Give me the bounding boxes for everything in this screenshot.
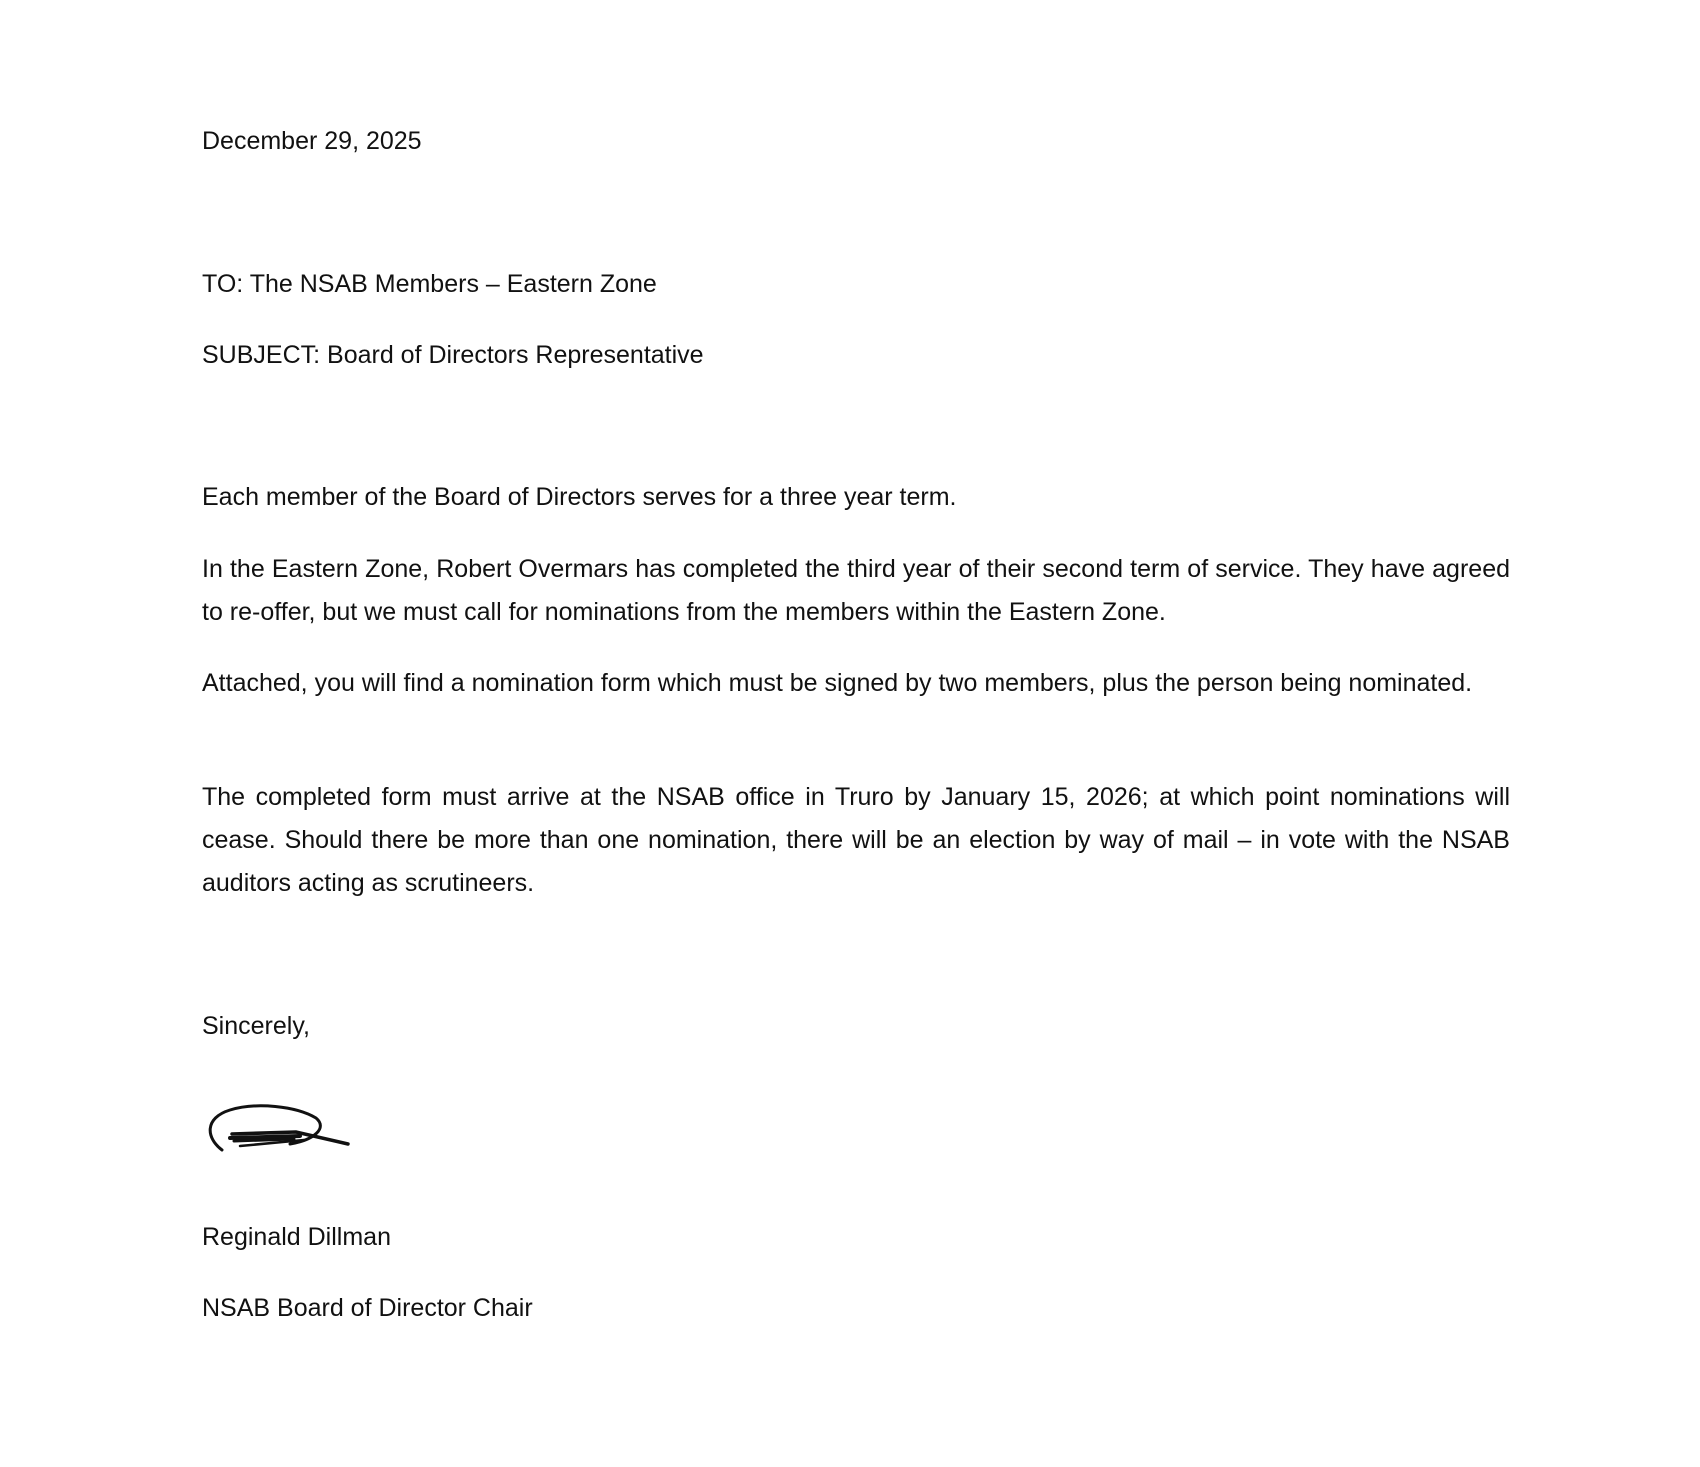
body-paragraph: In the Eastern Zone, Robert Overmars has completed the third year of their second term of service. They have agreed to re-offer, but we must call for nominations from the members within the Eastern Zone.	[202, 555, 1510, 626]
body-paragraph: Attached, you will find a nomination form which must be signed by two members, plus the person being nominated.	[202, 669, 1473, 697]
closing-line: Sincerely,	[202, 1012, 310, 1040]
recipient-line: TO: The NSAB Members – Eastern Zone	[202, 270, 657, 298]
body-paragraph: Each member of the Board of Directors serves for a three year term.	[202, 483, 957, 511]
signer-title: NSAB Board of Director Chair	[202, 1294, 533, 1322]
handwritten-signature	[200, 1088, 350, 1158]
body-paragraph: The completed form must arrive at the NSAB office in Truro by January 15, 2026; at which point nominations will cease. Should there be more than one nomination, there will be an election by way of mail – in vote with the NSAB auditors acting as scrutineers.	[202, 783, 1510, 897]
signer-name: Reginald Dillman	[202, 1223, 391, 1251]
subject-line: SUBJECT: Board of Directors Representative	[202, 341, 704, 369]
letter-date: December 29, 2025	[202, 127, 422, 155]
